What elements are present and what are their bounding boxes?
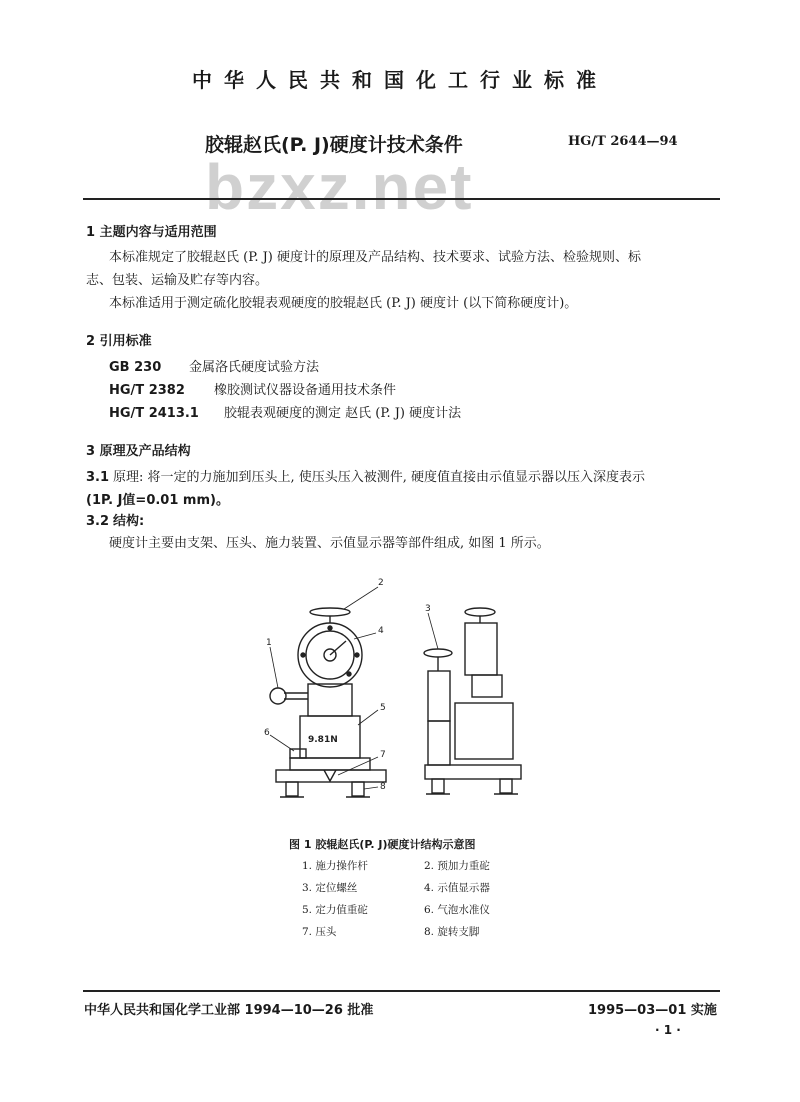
side-base [425, 765, 521, 779]
side-upper-body [472, 675, 502, 697]
effective-date: 1995—03—01 实施 [588, 1003, 717, 1018]
section-3-2-heading: 结构: [113, 514, 145, 529]
legend-item: 8. 旋转支脚 [424, 926, 480, 938]
reference-item [109, 380, 396, 402]
callout-leader-6 [270, 735, 294, 751]
figure-caption: 图 1 胶辊赵氏(P. J)硬度计结构示意图 [289, 838, 476, 851]
reference-title: 金属洛氏硬度试验方法 [189, 360, 320, 375]
watermark: bzxz.net [205, 151, 474, 223]
callout-number: 4 [378, 626, 384, 636]
side-column [428, 671, 450, 721]
callout-number: 7 [380, 750, 386, 760]
dial-tick [301, 653, 305, 657]
reference-item [109, 403, 461, 425]
callout-leader-8 [364, 787, 378, 789]
callout-number: 6 [264, 728, 270, 738]
legend-item: 4. 示值显示器 [424, 882, 490, 894]
document-title: 胶辊赵氏(P. J)硬度计技术条件 [205, 134, 463, 156]
reference-code: HG/T 2382 [109, 383, 185, 398]
footer-rule [83, 990, 720, 992]
callout-number: 8 [380, 782, 386, 792]
section-2-heading: 2 引用标准 [86, 334, 152, 349]
callout-leader-3 [428, 613, 438, 649]
section-1-para2: 本标准适用于测定硫化胶辊表观硬度的胶辊赵氏 (P. J) 硬度计 (以下简称硬度计)。 [109, 296, 578, 311]
section-3-1-line1 [86, 467, 645, 489]
callout-leader-7 [338, 757, 378, 775]
positioning-screw-knob [424, 649, 452, 657]
legend-item: 6. 气泡水准仪 [424, 904, 490, 916]
section-1-heading: 1 主题内容与适用范围 [86, 225, 217, 240]
callout-leader-4 [354, 633, 376, 639]
callout-leader-5 [358, 710, 378, 725]
side-handwheel [465, 608, 495, 616]
section-3-2-label: 3.2 [86, 514, 110, 529]
page-number: · 1 · [655, 1023, 681, 1037]
header-rule [83, 198, 720, 200]
side-force-weight [455, 703, 513, 759]
tester-base [290, 758, 370, 770]
dial-tick [355, 653, 359, 657]
rotating-foot [286, 782, 298, 796]
side-rotating-foot [500, 779, 512, 793]
callout-number: 2 [378, 578, 384, 588]
section-3-1-text: 原理: 将一定的力施加到压头上, 使压头压入被测件, 硬度值直接由示值显示器以压入深度表示 [113, 470, 646, 485]
dial-needle [330, 641, 346, 655]
standard-organization: 中华人民共和国化工行业标准 [192, 68, 608, 92]
section-3-1-label: 3.1 [86, 470, 110, 485]
lever-knob [270, 688, 286, 704]
indenter [324, 770, 336, 781]
approval-statement: 中华人民共和国化学工业部 1994—10—26 批准 [84, 1003, 374, 1018]
legend-item: 2. 预加力重砣 [424, 860, 490, 872]
dial-tick [347, 672, 351, 676]
callout-number: 1 [266, 638, 272, 648]
section-3-1-line2: (1P. J值=0.01 mm)。 [86, 493, 229, 508]
legend-item: 7. 压头 [302, 926, 337, 938]
section-3-2-text: 硬度计主要由支架、压头、施力装置、示值显示器等部件组成, 如图 1 所示。 [109, 536, 550, 551]
callout-leader-1 [270, 647, 278, 688]
legend-item: 5. 定力值重砣 [302, 904, 368, 916]
dial-value-label: 9.81N [308, 735, 338, 745]
callout-number: 3 [425, 604, 431, 614]
dial-tick [328, 626, 332, 630]
section-3-heading: 3 原理及产品结构 [86, 444, 191, 459]
side-column-lower [428, 721, 450, 765]
callout-number: 5 [380, 703, 386, 713]
reference-code: GB 230 [109, 360, 162, 375]
rotating-foot [352, 782, 364, 796]
section-1-para1-line2: 志、包装、运输及贮存等内容。 [86, 273, 269, 288]
standard-code: HG/T 2644—94 [568, 134, 678, 149]
reference-item [109, 357, 319, 379]
upper-body [308, 684, 352, 716]
reference-title: 胶辊表观硬度的测定 赵氏 (P. J) 硬度计法 [224, 406, 462, 421]
preload-weight-handwheel [310, 608, 350, 616]
callout-leader-2 [344, 587, 378, 609]
reference-code: HG/T 2413.1 [109, 406, 199, 421]
section-3-2-heading-line [86, 511, 144, 533]
reference-title: 橡胶测试仪器设备通用技术条件 [214, 383, 397, 398]
hardness-tester-figure [250, 575, 550, 810]
legend-item: 3. 定位螺丝 [302, 882, 358, 894]
side-rotating-foot [432, 779, 444, 793]
legend-item: 1. 施力操作杆 [302, 860, 368, 872]
section-1-para1-line1: 本标准规定了胶辊赵氏 (P. J) 硬度计的原理及产品结构、技术要求、试验方法、检验规则、标 [109, 250, 641, 265]
side-dial-housing [465, 623, 497, 675]
